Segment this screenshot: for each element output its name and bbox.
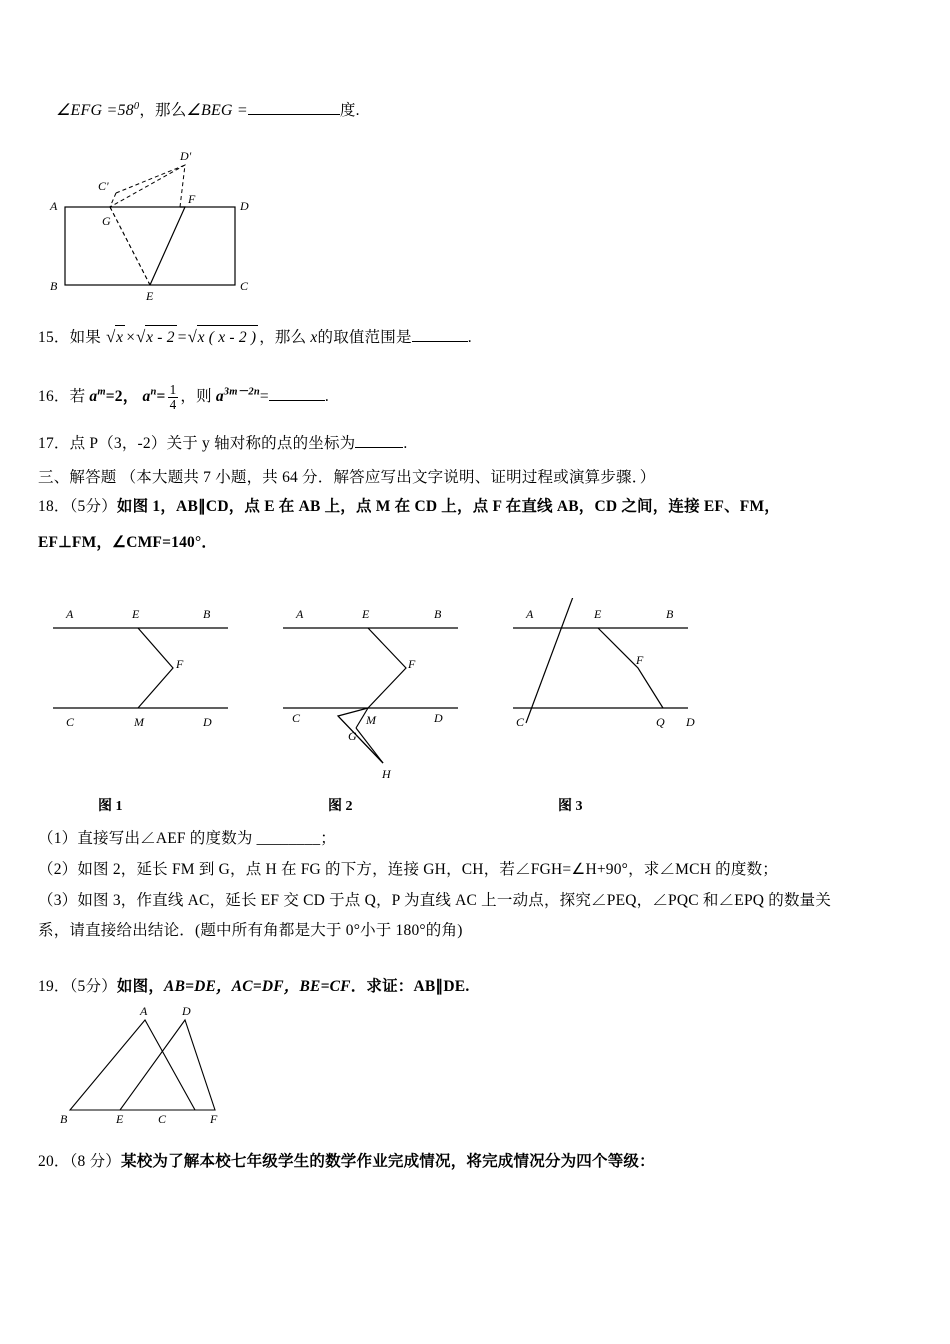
q16-equals: =: [259, 387, 269, 405]
q19-math: AB=DE，AC=DF，BE=CF: [164, 978, 351, 995]
radical-x-times-x-minus-2: √ x ( x - 2 ): [188, 325, 259, 350]
svg-text:C: C: [516, 715, 525, 729]
q20-text: 某校为了解本校七年级学生的数学作业完成情况，将完成情况分为四个等级：: [121, 1153, 655, 1170]
svg-text:D: D: [203, 715, 212, 729]
svg-text:H: H: [382, 767, 391, 781]
svg-text:M: M: [134, 715, 144, 729]
q16-a3: a: [215, 387, 224, 405]
figure-18-group: [38, 598, 918, 823]
radical-x-minus-2: √ x - 2: [136, 325, 177, 350]
q15-var: x: [310, 329, 318, 346]
q17-period: .: [403, 435, 408, 452]
label-C-prime: C': [98, 179, 109, 193]
q16-a-n: a: [142, 387, 151, 405]
q16-then: 则: [196, 387, 212, 405]
q16-eq-frac: =: [156, 387, 166, 405]
label-G: G: [102, 214, 111, 228]
q15-tail: 的取值范围是: [317, 329, 412, 346]
question-19: [38, 975, 928, 999]
section-description: （本大题共 7 小题，共 64 分．解答应写出文字说明、证明过程或演算步骤．）: [120, 469, 656, 486]
q18-sub3-line1-text: （3）如图 3，作直线 AC，延长 EF 交 CD 于点 Q，P 为直线 AC 上一动点，探究∠PEQ，∠PQC 和∠EPQ 的数量关: [38, 892, 832, 909]
label-D: D: [240, 199, 249, 213]
comma-1: ，: [139, 102, 156, 120]
figure-1-caption: 图 1: [98, 799, 123, 814]
q16-number: 16．: [38, 387, 70, 405]
figures-18-svg: [38, 598, 918, 818]
angle-beg-expr: ∠BEG =: [186, 102, 248, 120]
q15-mid: 那么: [274, 329, 307, 346]
svg-text:E: E: [362, 607, 370, 621]
svg-text:E: E: [116, 1112, 124, 1126]
svg-text:M: M: [366, 713, 376, 727]
question-18-sub-2: [38, 858, 928, 882]
label-A: A: [50, 199, 58, 213]
q16-lead: 若: [69, 387, 86, 405]
q18-score: （5分）: [69, 498, 117, 515]
svg-text:A: A: [140, 1005, 148, 1018]
question-20: [38, 1150, 928, 1174]
q18-sub3-line-2: [38, 919, 928, 943]
q16-comma: ，: [180, 387, 197, 405]
figure-3-caption: 图 3: [558, 799, 583, 814]
q16-n-exp: n: [150, 386, 157, 398]
q19-number: 19．: [38, 978, 70, 995]
degree-superscript: 0: [133, 101, 140, 112]
section-title: 三、解答题: [38, 469, 117, 486]
svg-text:C: C: [66, 715, 75, 729]
label-E: E: [146, 289, 154, 303]
svg-text:D: D: [182, 1005, 191, 1018]
question-16: [38, 383, 918, 412]
q15-lead: 如果: [69, 329, 102, 346]
q19-tail: ．求证：AB∥DE.: [350, 978, 470, 995]
then-word: 那么: [155, 102, 187, 120]
svg-text:A: A: [526, 607, 534, 621]
label-C: C: [240, 279, 249, 293]
answer-blank-17: [355, 434, 403, 448]
q18-sub1-text: （1）直接写出∠AEF 的度数为 ________；: [38, 830, 336, 847]
figure-3: [513, 598, 695, 729]
svg-text:D: D: [686, 715, 695, 729]
svg-text:C: C: [292, 711, 301, 725]
q15-equals: =: [177, 329, 187, 346]
figure-1: [53, 607, 228, 729]
q18-line-1: [38, 495, 928, 519]
q20-number: 20．: [38, 1153, 70, 1170]
svg-text:F: F: [176, 657, 184, 671]
q18-line1-text: 如图 1，AB∥CD，点 E 在 AB 上，点 M 在 CD 上，点 F 在直线 AB，CD 之间，连接 EF、FM，: [116, 498, 780, 515]
q18-line-2: [38, 531, 928, 555]
label-D-prime: D': [180, 149, 192, 163]
q15-comma: ，: [259, 329, 275, 346]
figure-2: [283, 607, 458, 781]
angle-efg-expr: ∠EFG =58: [56, 102, 134, 120]
label-F: F: [188, 192, 196, 206]
question-15: [38, 325, 918, 350]
q17-text: 点 P（3，-2）关于 y 轴对称的点的坐标为: [69, 435, 356, 452]
svg-text:F: F: [210, 1112, 218, 1126]
q15-period: .: [467, 329, 472, 346]
svg-text:E: E: [594, 607, 602, 621]
figure-19-svg: [50, 1005, 280, 1130]
fraction-numerator: 1: [169, 382, 177, 397]
q16-m-exp: m: [97, 386, 106, 398]
q17-number: 17．: [38, 435, 70, 452]
svg-text:B: B: [434, 607, 442, 621]
svg-text:Q: Q: [656, 715, 665, 729]
q18-sub3-line2-text: 系，请直接给出结论．(题中所有角都是大于 0°小于 180°的角): [38, 922, 463, 940]
q16-eq2: =2，: [105, 387, 139, 405]
question-14-tail: [56, 99, 916, 124]
svg-text:G: G: [348, 729, 357, 743]
question-18-stem: [38, 495, 928, 555]
q15-times: ×: [126, 329, 136, 346]
radical-x: √ x: [106, 325, 125, 350]
q19-score: （5分）: [69, 978, 117, 995]
answer-blank-16: [269, 387, 325, 401]
figure-question-19: [50, 1005, 280, 1135]
answer-blank-14: [248, 101, 340, 115]
q18-sub3-line-1: [38, 889, 928, 913]
svg-text:E: E: [132, 607, 140, 621]
question-17: [38, 432, 918, 456]
q20-score: （8 分）: [69, 1153, 121, 1170]
fraction-one-fourth: [168, 383, 179, 412]
svg-text:D: D: [434, 711, 443, 725]
label-B: B: [50, 279, 58, 293]
figure-2-caption: 图 2: [328, 799, 353, 814]
section-three-header: [38, 466, 918, 490]
svg-text:B: B: [666, 607, 674, 621]
q15-number: 15．: [38, 329, 70, 346]
answer-blank-15: [412, 328, 468, 342]
q18-line2-text: EF⊥FM，∠CMF=140°．: [38, 534, 218, 552]
figure-question-14: [40, 145, 300, 315]
svg-text:A: A: [296, 607, 304, 621]
fraction-denominator: 4: [169, 396, 177, 412]
svg-text:A: A: [66, 607, 74, 621]
q18-number: 18．: [38, 498, 70, 515]
q16-exp3: 3m－2n: [223, 386, 260, 398]
svg-text:F: F: [636, 653, 644, 667]
q16-a-m: a: [89, 387, 98, 405]
unit-degree: 度.: [339, 102, 360, 120]
svg-text:B: B: [203, 607, 211, 621]
q19-lead: 如图，: [116, 978, 165, 995]
svg-text:C: C: [158, 1112, 167, 1126]
svg-text:F: F: [408, 657, 416, 671]
q16-period: .: [324, 387, 329, 405]
svg-text:B: B: [60, 1112, 68, 1126]
q18-sub2-text: （2）如图 2，延长 FM 到 G，点 H 在 FG 的下方，连接 GH，CH，若∠FGH=∠H+90°，求∠MCH 的度数；: [38, 861, 778, 878]
question-18-sub-1: [38, 827, 928, 851]
question-18-sub-3: [38, 889, 928, 943]
figure-14-svg: [40, 145, 300, 310]
